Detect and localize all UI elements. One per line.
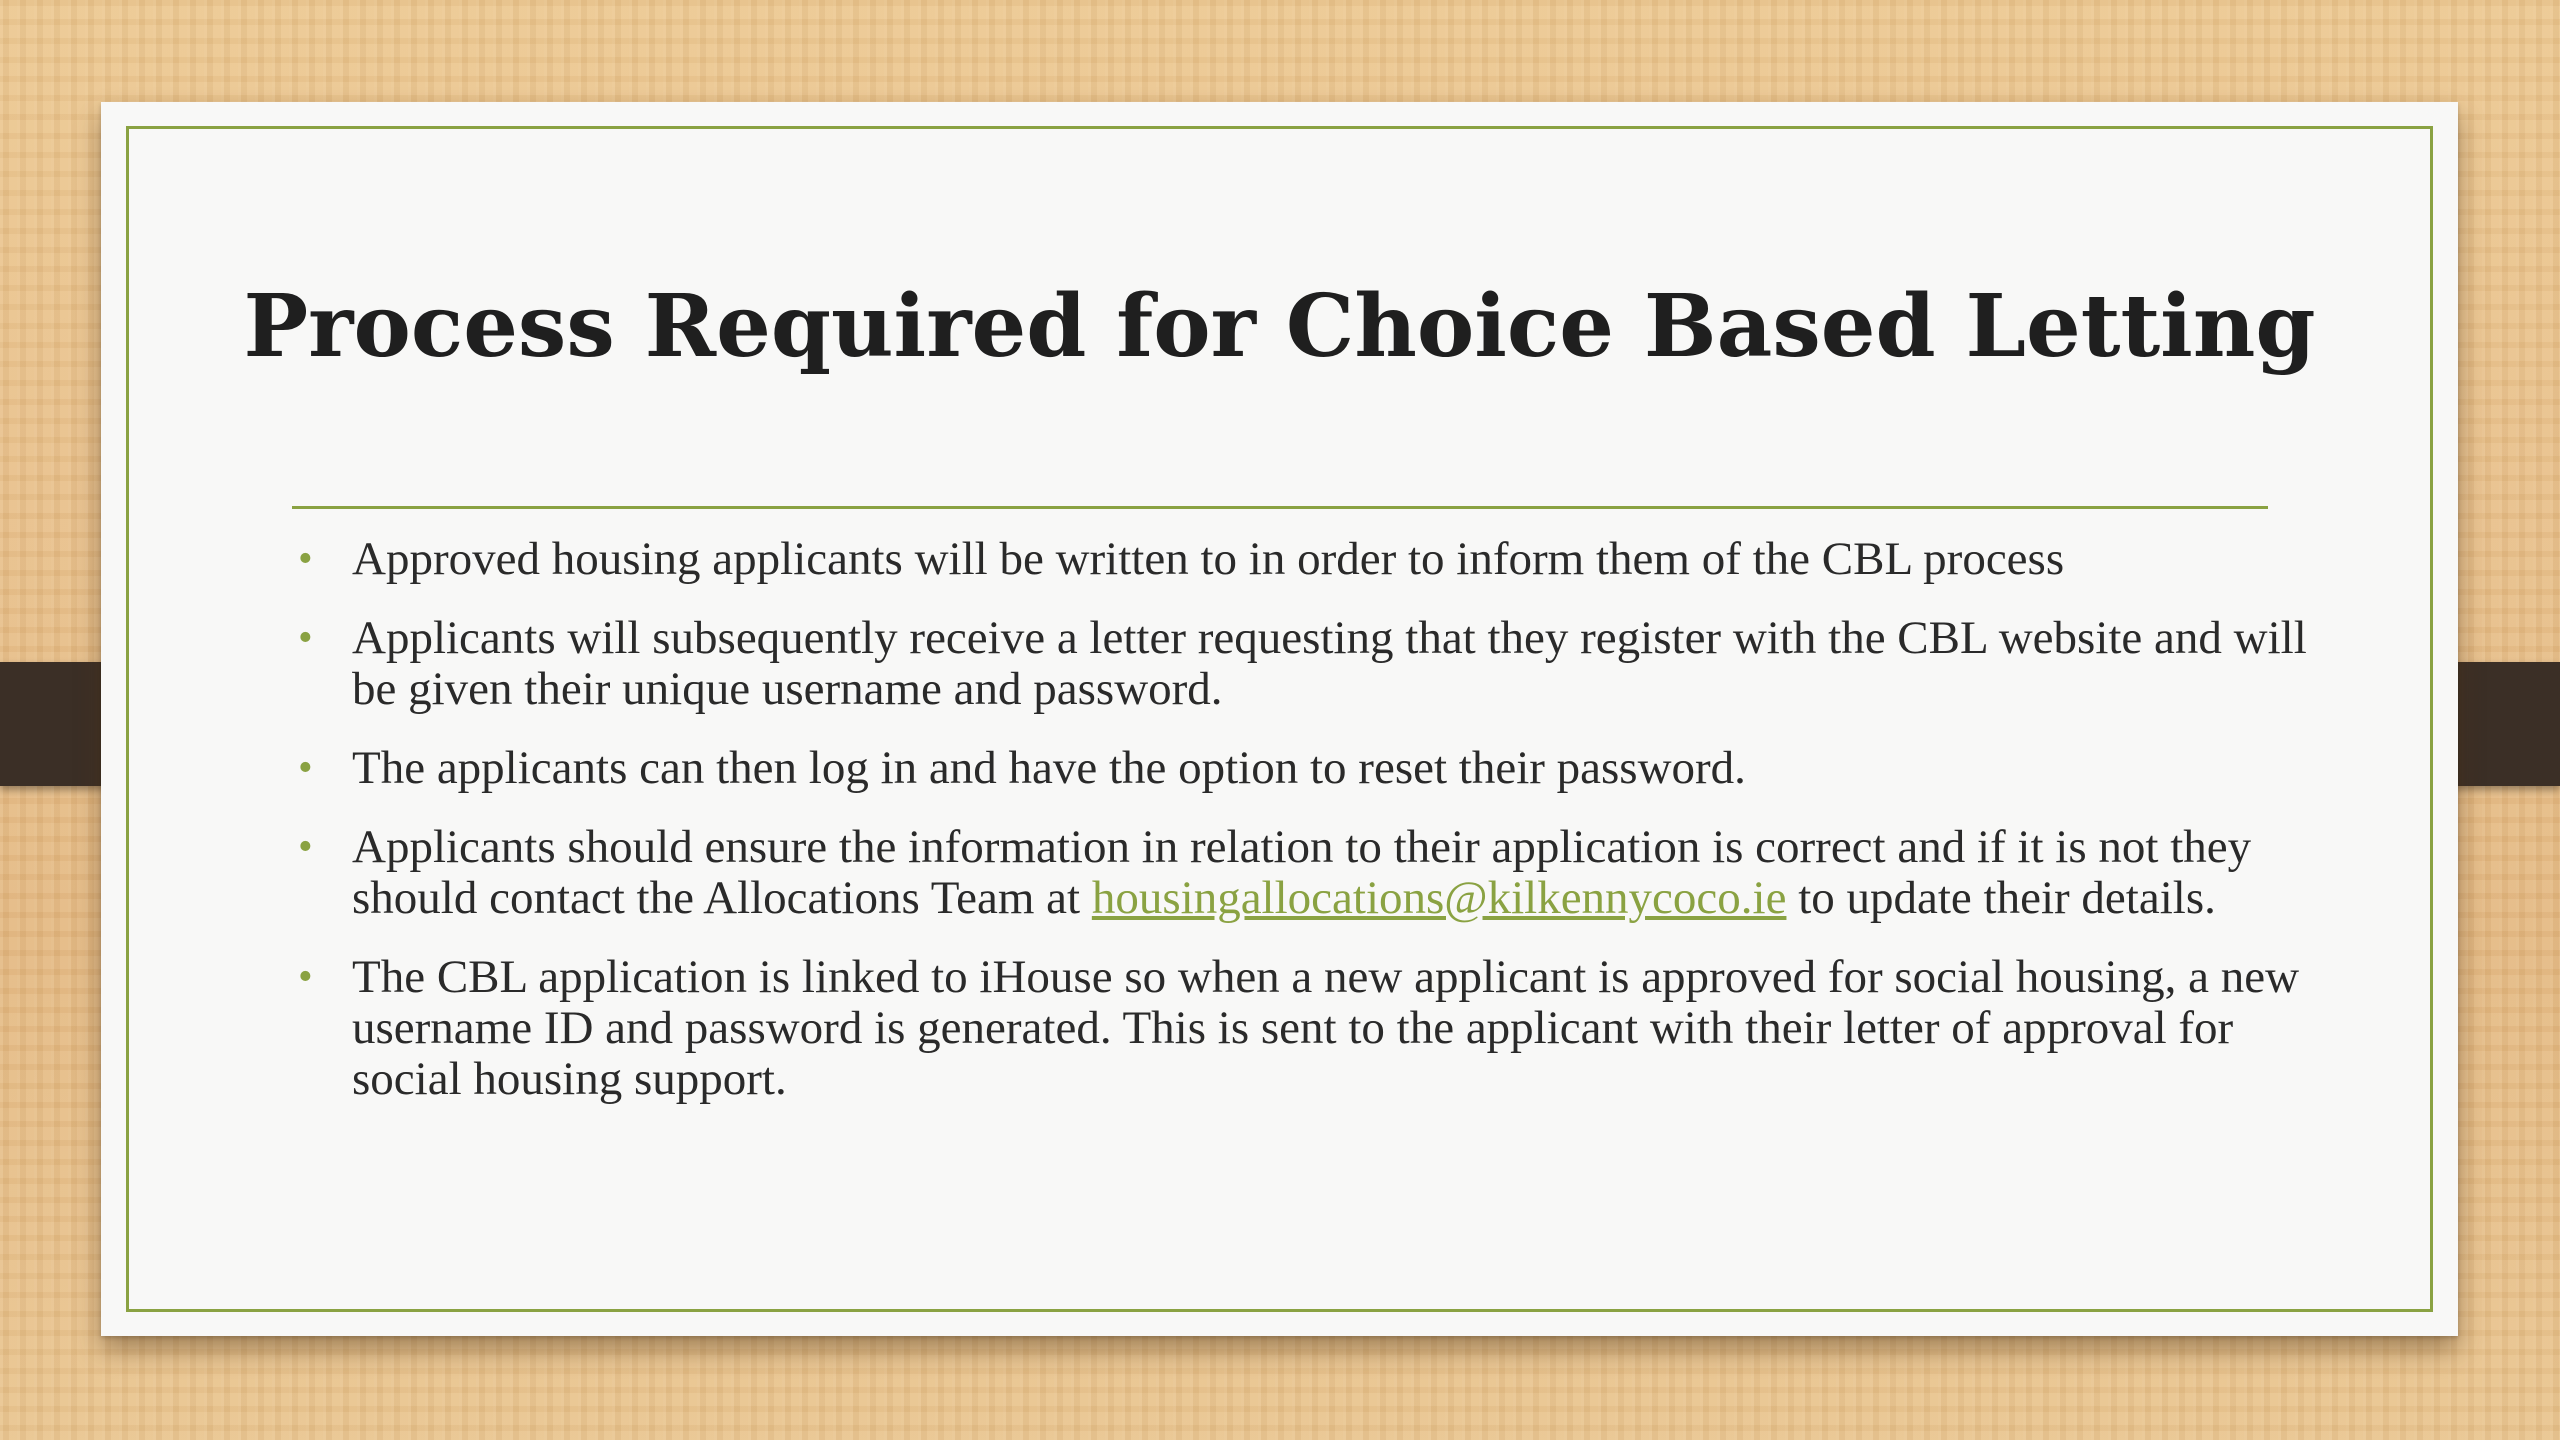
bullet-dot-icon: • bbox=[298, 615, 313, 661]
bullet-item bbox=[298, 533, 2342, 585]
bullet-text: The CBL application is linked to iHouse so when a new applicant is approved for social housing, a new username ID and password is generated. This is sent to the applicant with their letter of approval for social housing support. bbox=[352, 951, 2300, 1105]
title-divider bbox=[292, 506, 2268, 509]
bullet-dot-icon: • bbox=[298, 745, 313, 791]
bullet-text-before-link: Applicants should ensure the information in relation to their application is correct and if it is not they should contact the Allocations Team at bbox=[352, 821, 2252, 924]
bullet-dot-icon: • bbox=[298, 954, 313, 1000]
allocations-email-link[interactable]: housingallocations@kilkennycoco.ie bbox=[1091, 872, 1787, 924]
bullet-dot-icon: • bbox=[298, 824, 313, 870]
bullet-dot-icon: • bbox=[298, 536, 313, 582]
slide-paper bbox=[101, 102, 2458, 1336]
bullet-text: Approved housing applicants will be written to in order to inform them of the CBL process bbox=[352, 533, 2065, 585]
bullet-text: The applicants can then log in and have the option to reset their password. bbox=[352, 742, 1746, 794]
bullet-text-after-link: to update their details. bbox=[1786, 872, 2216, 924]
bullet-item bbox=[298, 612, 2342, 715]
bullet-list bbox=[298, 533, 2342, 1133]
bullet-item bbox=[298, 951, 2342, 1105]
slide-title: Process Required for Choice Based Letting bbox=[243, 276, 2316, 377]
bullet-item bbox=[298, 821, 2342, 924]
bullet-text: Applicants will subsequently receive a letter requesting that they register with the CBL website and will be given their unique username and password. bbox=[352, 612, 2307, 715]
bullet-item bbox=[298, 742, 2342, 794]
